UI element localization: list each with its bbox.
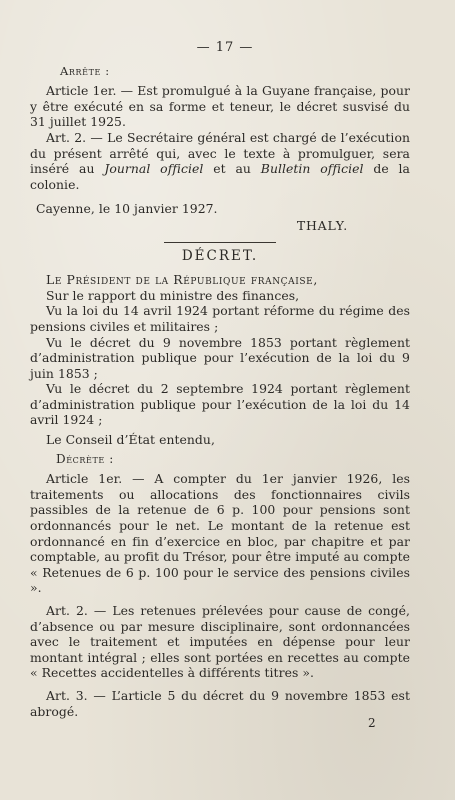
arrete-article-2-text: Art. 2. — Le Secrétaire général est chargé de l’exécution du présent arrêté qui, avec le texte à promulguer, sera inséré au — [30, 129, 410, 177]
conseil-etat: Le Conseil d’État entendu, — [46, 432, 215, 448]
visa-decret-1853: Vu le décret du 9 novembre 1853 portant règlement d’administration publique pour l’exécution de la loi du 9 juin 1853 ; — [30, 334, 410, 381]
decret-article-1: Article 1er. — A compter du 1er janvier 1926, les traitements ou allocations des fonctionnaires civils passibles de la retenue de 6 p. 100 pour pensions sont ordonnancés pour le net. Le montant de la retenue est ordonnancé en fin d’exercice en bloc, par chapitre et par comptable, au profit du Trésor, pour être imputé au compte « Retenues de 6 p. 100 pour le service des pensions civiles ». — [30, 471, 410, 596]
signature-mark: 2 — [368, 716, 376, 730]
president-line — [30, 272, 410, 288]
arrete-article-1: Article 1er. — Est promulgué à la Guyane française, pour y être exécuté en sa forme et teneur, le décret susvisé du 31 juillet 1925. — [30, 83, 410, 130]
journal-officiel-ref: Journal officiel — [104, 161, 204, 177]
decret-article-2: Art. 2. — Les retenues prélevées pour cause de congé, d’absence ou par mesure disciplinaire, sont ordonnancées avec le traitement et imputées en dépense pour leur montant intégral ; elles sont portées en recettes au compte « Recettes accidentelles à différents titres ». — [30, 603, 410, 681]
arrete-article-2 — [30, 130, 410, 192]
arrete-article-2-end: de la colonie. — [30, 161, 410, 192]
page-content — [30, 40, 410, 719]
arrete-article-2-middle: et au — [213, 161, 251, 177]
visa-decret-1924: Vu le décret du 2 septembre 1924 portant règlement d’administration publique pour l’exécution de la loi du 14 avril 1924 ; — [30, 381, 410, 428]
arrete-heading: Arrête : — [60, 63, 110, 78]
president-text: Le Président de la République française, — [46, 272, 318, 288]
spacer — [30, 596, 410, 603]
spacer — [30, 681, 410, 688]
decret-article-3: Art. 3. — L’article 5 du décret du 9 novembre 1853 est abrogé. — [30, 687, 410, 719]
section-divider — [164, 242, 276, 243]
decret-title: DÉCRET. — [181, 247, 259, 264]
page-number: — 17 — — [196, 40, 254, 55]
bulletin-officiel-ref: Bulletin officiel — [260, 161, 364, 177]
signature: THALY. — [296, 217, 348, 233]
decrete-heading: Décrète : — [56, 451, 114, 466]
visa-rapport: Sur le rapport du ministre des finances, — [46, 287, 300, 303]
visa-loi-1924: Vu la loi du 14 avril 1924 portant réforme du régime des pensions civiles et militaires ; — [30, 303, 410, 334]
arrete-date: Cayenne, le 10 janvier 1927. — [36, 201, 218, 217]
